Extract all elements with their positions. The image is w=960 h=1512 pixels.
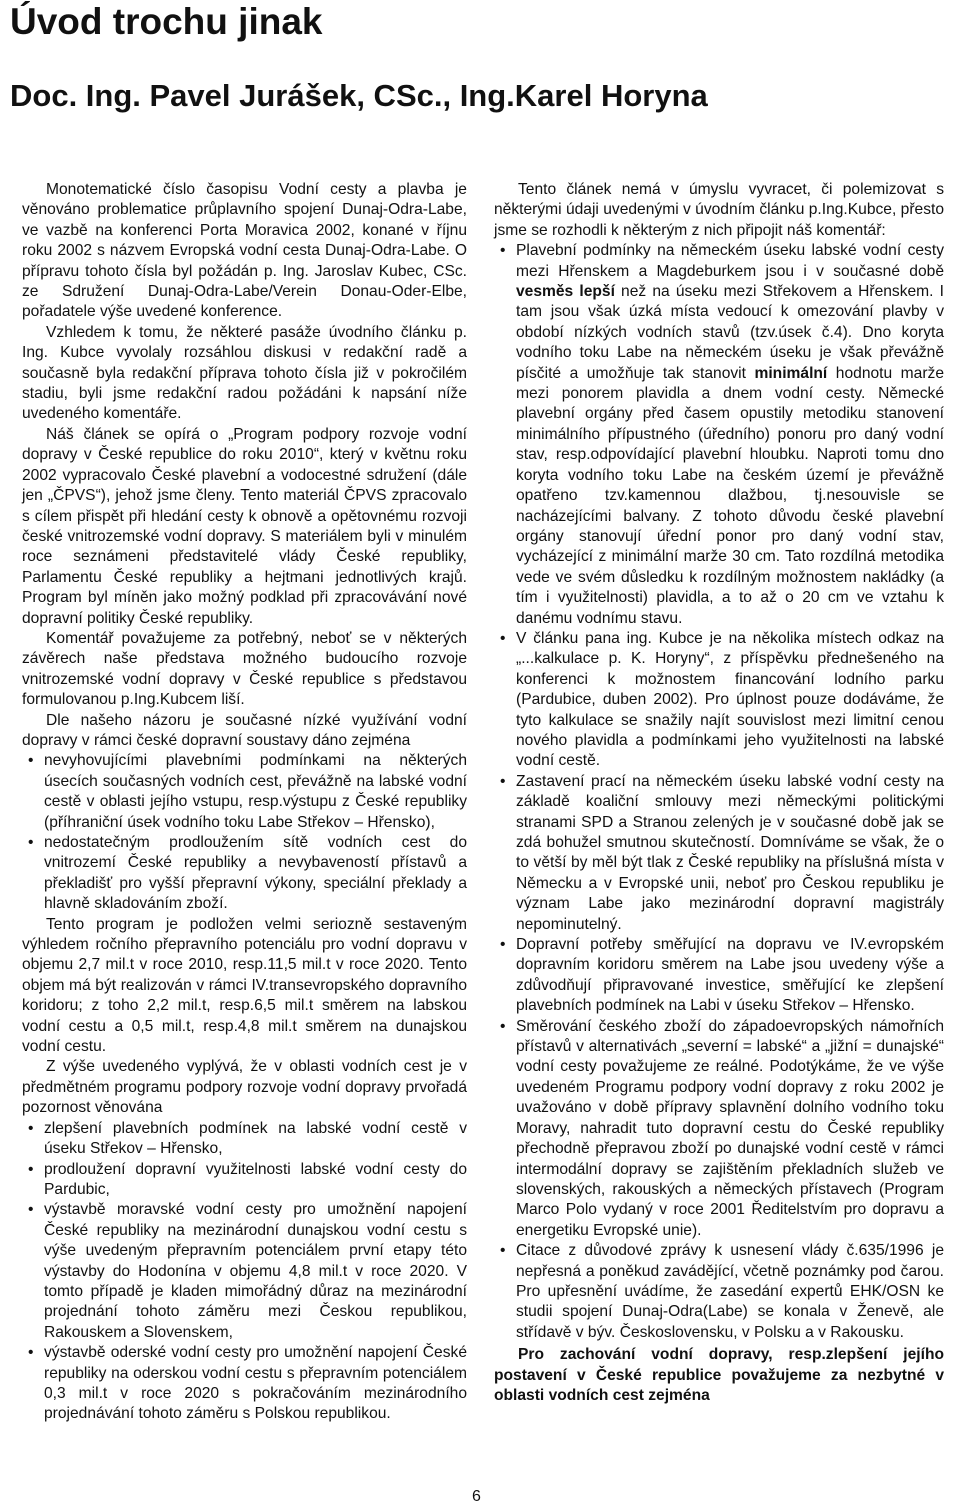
paragraph: Náš článek se opírá o „Program podpory rozvoje vodní dopravy v České republice do roku 2010“, který v květnu roku 2002 vypracovalo České plavební a vodocestné sdružení (dále jen „ČPVS“), jehož jsme členy. Tento materiál ČPVS zpracovalo s cílem přispět při hledání cesty k obnově a opětovnému rozvoji české vnitrozemské vodní dopravy. S materiálem byli v minulém roce seznámeni představitelé vlády České republiky, Parlamentu České republiky a hejtmani jednotlivých krajů. Program byl míněn jako možný podklad při zpracovávání nové dopravní politiky České republiky.	[22, 425, 467, 627]
left-column	[22, 180, 467, 1425]
text-run: Plavební podmínky na německém úseku labské vodní cesty mezi Hřenskem a Magdeburkem jsou i v současné době	[516, 242, 944, 280]
paragraph: Vzhledem k tomu, že některé pasáže úvodního článku p. Ing. Kubce vyvolaly rozsáhlou diskusi v redakční radě a současně byla redakční příprava tohoto čísla již v pokročilém stadiu, byli jsme redakční radou požádáni k napsání níže uvedeného komentáře.	[22, 323, 467, 423]
list-item: • výstavbě oderské vodní cesty pro umožnění napojení České republiky na oderskou vodní cestu s přepravním potenciálem 0,3 mil.t v roce 2020 s pokračováním mezinárodního projednávání tohoto záměru s Polskou republikou.	[44, 1343, 467, 1425]
text-run: hodnotu marže mezi ponorem plavidla a dnem vodní cesty. Německé plavební orgány před časem opustily metodiku stanovení minimálního přípustného (úředního) ponoru pro daný vodní stav, resp.odpovídající plavební hloubku. Naproti tomu dno koryta vodního toku Labe na českém území je převážně opatřeno tzv.kamennou dlažbou, tj.nesouvisle se nacházejícími balvany. Z tohoto důvodu české plavební orgány stanovují úřední ponor pro daný vodní stav, vycházející z minimální marže 30 cm. Tato rozdílná metodika vede ve svém důsledku k rozdílným možnostem nakládky (a tím i využitelnosti) plavidla, a to až o 20 cm ve vztahu k danému vodnímu stavu.	[516, 364, 945, 627]
paragraph: Dle našeho názoru je současné nízké využívání vodní dopravy v rámci české dopravní soustavy dáno zejména	[22, 711, 467, 749]
bullet-list	[494, 241, 944, 1343]
paragraph: Monotematické číslo časopisu Vodní cesty a plavba je věnováno problematice průplavního spojení Dunaj-Odra-Labe, ve vazbě na konferenci Porta Moravica 2002, konané v říjnu roku 2002 s názvem Evropská vodní cesta Dunaj-Odra-Labe. O přípravu tohoto čísla byl požádán p. Ing. Jaroslav Kubec, CSc. ze Sdružení Dunaj-Odra-Labe/Verein Donau-Oder-Elbe, pořadatele výše uvedené konference.	[22, 181, 467, 321]
list-item: • nedostatečným prodloužením sítě vodních cest do vnitrozemí České republiky a nevybaveností přístavů a překladišť pro vyšší přepravní výkony, speciální překlady a hlavně skladováním zboží.	[44, 833, 467, 915]
list-item: • výstavbě moravské vodní cesty pro umožnění napojení České republiky na mezinárodní dunajskou vodní cestu s výše uvedeným přepravním potenciálem první etapy této výstavby do Hodonína v objemu 4,8 mil.t v roce 2020. V tomto případě je kladen mimořádný důraz na mezinárodní projednání tohoto záměru mezi Českou republikou, Rakouskem a Slovenskem,	[44, 1200, 467, 1343]
authors-line: Doc. Ing. Pavel Jurášek, CSc., Ing.Karel Horyna	[10, 78, 708, 113]
paragraph: Komentář považujeme za potřebný, neboť se v některých závěrech naše představa možného budoucího rozvoje vnitrozemské vodní dopravy v České republice s představou formulovanou p.Ing.Kubcem liší.	[22, 629, 467, 709]
closing-paragraph: Pro zachování vodní dopravy, resp.zlepšení jejího postavení v České republice považujeme za nezbytné v oblasti vodních cest zejména	[494, 1346, 944, 1404]
page-title: Úvod trochu jinak	[10, 1, 323, 42]
list-item: • V článku pana ing. Kubce je na několika místech odkaz na „...kalkulace p. K. Horyny“, z příspěvku přednešeného na konferenci k možnostem financování lodního parku (Pardubice, duben 2002). Pro úplnost pouze dodáváme, že tyto kalkulace se snažily najít souvislost mezi limitní cenou nového plavidla a podmínkami jeho využitelnosti na labské vodní cestě.	[516, 629, 944, 772]
text-run: než na úseku mezi Střekovem a Hřenskem. I tam jsou však úzká místa vedoucí k omezování plavby v období nízkých vodních stavů (tzv.úsek č.4). Dno koryta vodního toku Labe na německém úseku je však převážně písčité a umožňuje tak stanovit	[516, 283, 944, 382]
list-item: • nevyhovujícími plavebními podmínkami na některých úsecích současných vodních cest, převážně na labské vodní cestě v oblasti jejího vstupu, resp.výstupu z České republiky (příhraniční úsek vodního toku Labe Střekov – Hřensko),	[44, 751, 467, 833]
list-item: • Směrování českého zboží do západoevropských námořních přístavů v alternativách „severní = labské“ a „jižní = dunajské“ vodní cesty považujeme ze reálné. Podotýkáme, že ve výše uvedeném Programu podpory vodní dopravy z roku 2002 je uvažováno v době přípravy splavnění dolního vodního toku Moravy, nahradit tuto dopravní cestu do České republiky přechodně přepravou zboží po dunajské vodní cestě v rámci intermodální dopravy se zajištěním překladních služeb ve slovenských, rakouských a německých přístavech (Program Marco Polo vydaný v roce 2001 Ředitelstvím pro dopravu a energetiku Evropské unie).	[516, 1017, 944, 1241]
list-item: • zlepšení plavebních podmínek na labské vodní cestě v úseku Střekov – Hřensko,	[44, 1119, 467, 1160]
list-item: • Zastavení prací na německém úseku labské vodní cesty na základě koaliční smlouvy mezi německými politickými stranami SPD a Stranou zelených je v současné době jak se zdá bohužel smutnou skutečností. Domníváme se však, že o to větší by měl být tlak z České republiky na příslušná místa v Německu a v Evropské unii, neboť pro Českou republiku je význam Labe jako mezinárodní dopravní magistrály nepominutelný.	[516, 772, 944, 935]
list-item: • prodloužení dopravní využitelnosti labské vodní cesty do Pardubic,	[44, 1160, 467, 1201]
bold-text: minimální	[754, 364, 828, 382]
list-item: • Dopravní potřeby směřující na dopravu ve IV.evropském dopravním koridoru směrem na Labe jsou uvedeny výše a zdůvodňují připravované investice, směřující ke zlepšení plavebních podmínek na Labi v úseku Střekov – Hřensko.	[516, 935, 944, 1017]
paragraph: Tento program je podložen velmi seriozně sestaveným výhledem ročního přepravního potenciálu pro vodní dopravu v objemu 2,7 mil.t v roce 2010, resp.11,5 mil.t v roce 2020. Tento objem má být realizován v rámci IV.transevropského dopravního koridoru; z toho 2,2 mil.t, resp.6,5 mil.t směrem na labskou vodní cestu a 0,5 mil.t, resp.4,8 mil.t směrem na dunajskou vodní cestu.	[22, 915, 467, 1056]
list-item: • Citace z důvodové zprávy k usnesení vlády č.635/1996 je nepřesná a poněkud zavádějící, včetně poznámky pod čarou. Pro upřesnění uvádíme, že zasedání expertů EHK/OSN ke studii spojení Dunaj-Odra(Labe) se konala v Ženevě, ale střídavě v býv. Československu, v Polsku a v Rakousku.	[516, 1241, 944, 1343]
list-item	[516, 241, 944, 629]
paragraph: Tento článek nemá v úmyslu vyvracet, či polemizovat s některými údaji uvedenými v úvodním článku p.Ing.Kubce, přesto jsme se rozhodli k některým z nich připojit náš komentář:	[494, 181, 944, 239]
page-number: 6	[472, 1488, 481, 1505]
paragraph: Z výše uvedeného vyplývá, že v oblasti vodních cest je v předmětném programu podpory rozvoje vodní dopravy prvořadá pozornost věnována	[22, 1058, 467, 1117]
right-column	[494, 180, 944, 1406]
bold-text: vesměs lepší	[516, 283, 615, 301]
bullet-list	[22, 1119, 467, 1425]
bullet-list	[22, 751, 467, 914]
